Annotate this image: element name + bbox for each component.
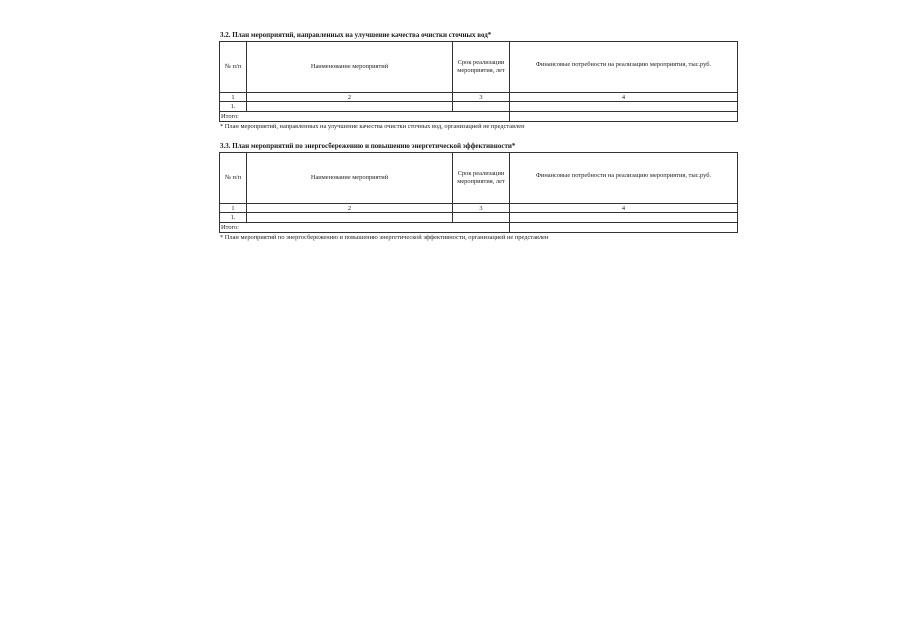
column-number-row (220, 93, 738, 102)
row-name (247, 102, 453, 112)
table-header-row (220, 42, 738, 93)
row-finance (510, 213, 738, 223)
table-row (220, 102, 738, 112)
total-row (220, 112, 738, 122)
column-number: 2 (247, 93, 453, 102)
header-term: Срок реализации мероприятия, лет (453, 42, 510, 93)
plan-table (219, 41, 738, 122)
header-finance: Финансовые потребности на реализацию мероприятия, тыс.руб. (510, 153, 738, 204)
footnote: * План мероприятий, направленных на улучшение качества очистки сточных вод, организацией не представлен (220, 123, 525, 130)
header-num: № п/п (220, 42, 247, 93)
column-number: 1 (220, 204, 247, 213)
header-name: Наименование мероприятий (247, 42, 453, 93)
row-term (453, 102, 510, 112)
section-title: 3.2. План мероприятий, направленных на улучшение качества очистки сточных вод* (220, 31, 492, 39)
row-finance (510, 102, 738, 112)
total-label: Итого: (220, 112, 510, 122)
total-value (510, 223, 738, 233)
table-header-row (220, 153, 738, 204)
header-finance: Финансовые потребности на реализацию мероприятия, тыс.руб. (510, 42, 738, 93)
column-number-row (220, 204, 738, 213)
row-num: 1. (220, 102, 247, 112)
row-num: 1. (220, 213, 247, 223)
header-term: Срок реализации мероприятия, лет (453, 153, 510, 204)
column-number: 4 (510, 204, 738, 213)
row-name (247, 213, 453, 223)
table-row (220, 213, 738, 223)
footnote: * План мероприятий по энергосбережению и повышению энергетической эффективности, организацией не представлен (220, 234, 549, 241)
section-wastewater-plan (219, 31, 737, 131)
row-term (453, 213, 510, 223)
column-number: 2 (247, 204, 453, 213)
column-number: 1 (220, 93, 247, 102)
total-row (220, 223, 738, 233)
total-value (510, 112, 738, 122)
section-energy-plan (219, 142, 737, 242)
column-number: 3 (453, 93, 510, 102)
total-label: Итого: (220, 223, 510, 233)
column-number: 4 (510, 93, 738, 102)
plan-table (219, 152, 738, 233)
header-num: № п/п (220, 153, 247, 204)
section-title: 3.3. План мероприятий по энергосбережению и повышению энергетической эффективности* (220, 142, 516, 150)
column-number: 3 (453, 204, 510, 213)
header-name: Наименование мероприятий (247, 153, 453, 204)
